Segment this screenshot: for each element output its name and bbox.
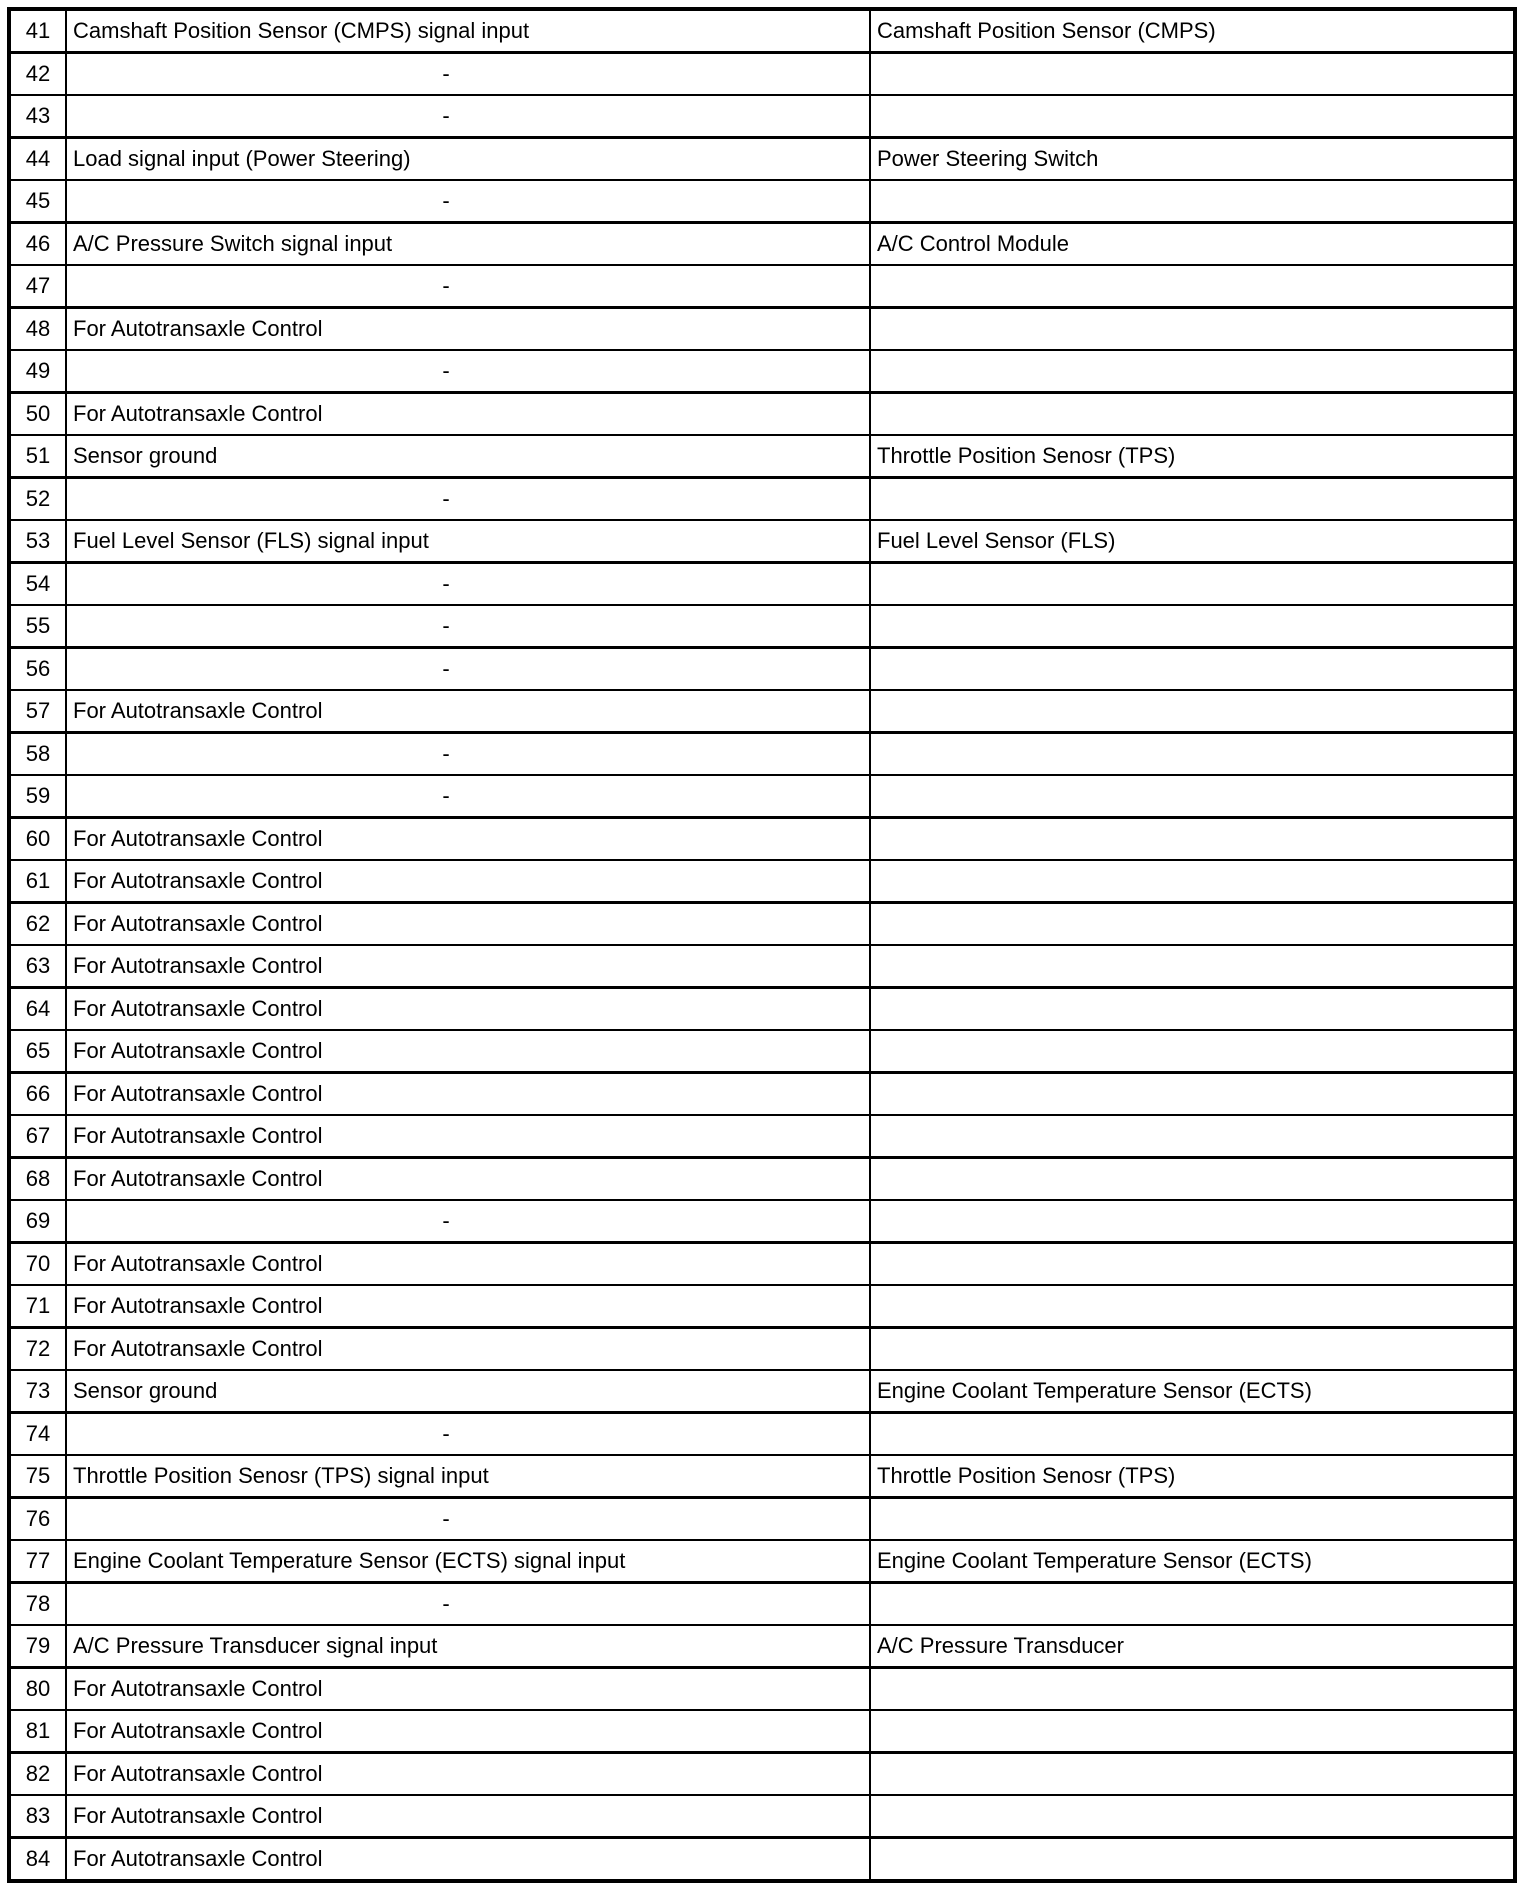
pin-description-cell: - — [66, 775, 870, 818]
pin-description-cell: For Autotransaxle Control — [66, 1030, 870, 1073]
table-row — [9, 818, 1515, 861]
connected-to-cell — [870, 393, 1515, 436]
pin-number-cell: 62 — [9, 903, 66, 946]
connected-to-cell: Engine Coolant Temperature Sensor (ECTS) — [870, 1540, 1515, 1583]
pin-number-cell: 83 — [9, 1795, 66, 1838]
pin-description-cell: Engine Coolant Temperature Sensor (ECTS) signal input — [66, 1540, 870, 1583]
pin-description-cell: For Autotransaxle Control — [66, 1753, 870, 1796]
table-row — [9, 1370, 1515, 1413]
table-row — [9, 1583, 1515, 1626]
connected-to-cell — [870, 648, 1515, 691]
connected-to-cell — [870, 265, 1515, 308]
pin-number-cell: 58 — [9, 733, 66, 776]
pin-number-cell: 64 — [9, 988, 66, 1031]
pin-description-cell: Fuel Level Sensor (FLS) signal input — [66, 520, 870, 563]
pin-number-cell: 45 — [9, 180, 66, 223]
table-row — [9, 1243, 1515, 1286]
connected-to-cell — [870, 1243, 1515, 1286]
table-row — [9, 1710, 1515, 1753]
pin-number-cell: 48 — [9, 308, 66, 351]
pin-description-cell: Load signal input (Power Steering) — [66, 138, 870, 181]
pin-description-cell: Throttle Position Senosr (TPS) signal input — [66, 1455, 870, 1498]
pin-description-cell: For Autotransaxle Control — [66, 1115, 870, 1158]
table-row — [9, 9, 1515, 53]
connected-to-cell — [870, 53, 1515, 96]
pin-number-cell: 53 — [9, 520, 66, 563]
pin-description-cell: - — [66, 563, 870, 606]
pin-number-cell: 76 — [9, 1498, 66, 1541]
table-row — [9, 1668, 1515, 1711]
pin-number-cell: 52 — [9, 478, 66, 521]
pin-description-cell: - — [66, 478, 870, 521]
pin-number-cell: 41 — [9, 9, 66, 53]
pin-number-cell: 57 — [9, 690, 66, 733]
table-row — [9, 435, 1515, 478]
table-row — [9, 1328, 1515, 1371]
table-row — [9, 1115, 1515, 1158]
connected-to-cell — [870, 1200, 1515, 1243]
pin-description-cell: - — [66, 180, 870, 223]
pin-description-cell: For Autotransaxle Control — [66, 988, 870, 1031]
connected-to-cell — [870, 1710, 1515, 1753]
pin-description-cell: For Autotransaxle Control — [66, 818, 870, 861]
pin-number-cell: 60 — [9, 818, 66, 861]
pin-number-cell: 54 — [9, 563, 66, 606]
pin-number-cell: 73 — [9, 1370, 66, 1413]
table-row — [9, 775, 1515, 818]
pin-number-cell: 79 — [9, 1625, 66, 1668]
connected-to-cell — [870, 1158, 1515, 1201]
pin-number-cell: 68 — [9, 1158, 66, 1201]
table-row — [9, 265, 1515, 308]
connected-to-cell — [870, 1668, 1515, 1711]
table-row — [9, 945, 1515, 988]
table-row — [9, 180, 1515, 223]
pin-description-cell: For Autotransaxle Control — [66, 1795, 870, 1838]
pin-number-cell: 84 — [9, 1838, 66, 1882]
connected-to-cell — [870, 818, 1515, 861]
pin-description-cell: Sensor ground — [66, 435, 870, 478]
connected-to-cell: A/C Pressure Transducer — [870, 1625, 1515, 1668]
pin-description-cell: For Autotransaxle Control — [66, 1838, 870, 1882]
pin-number-cell: 59 — [9, 775, 66, 818]
pin-number-cell: 78 — [9, 1583, 66, 1626]
connected-to-cell — [870, 350, 1515, 393]
connected-to-cell — [870, 308, 1515, 351]
table-row — [9, 988, 1515, 1031]
pin-number-cell: 61 — [9, 860, 66, 903]
pin-description-cell: A/C Pressure Transducer signal input — [66, 1625, 870, 1668]
pin-description-cell: For Autotransaxle Control — [66, 308, 870, 351]
table-row — [9, 860, 1515, 903]
pin-description-cell: - — [66, 265, 870, 308]
pin-number-cell: 56 — [9, 648, 66, 691]
table-row — [9, 1498, 1515, 1541]
connected-to-cell: Throttle Position Senosr (TPS) — [870, 1455, 1515, 1498]
pin-description-cell: - — [66, 605, 870, 648]
pin-number-cell: 72 — [9, 1328, 66, 1371]
connected-to-cell — [870, 1795, 1515, 1838]
table-row — [9, 1285, 1515, 1328]
pin-description-cell: - — [66, 1200, 870, 1243]
table-row — [9, 648, 1515, 691]
connected-to-cell — [870, 1753, 1515, 1796]
pin-number-cell: 55 — [9, 605, 66, 648]
table-row — [9, 1030, 1515, 1073]
pin-number-cell: 42 — [9, 53, 66, 96]
table-row — [9, 733, 1515, 776]
pin-number-cell: 80 — [9, 1668, 66, 1711]
connected-to-cell — [870, 1073, 1515, 1116]
table-row — [9, 478, 1515, 521]
pin-description-cell: - — [66, 648, 870, 691]
pin-number-cell: 71 — [9, 1285, 66, 1328]
pin-description-cell: For Autotransaxle Control — [66, 1710, 870, 1753]
table-row — [9, 223, 1515, 266]
connected-to-cell — [870, 945, 1515, 988]
table-row — [9, 1455, 1515, 1498]
connected-to-cell — [870, 1285, 1515, 1328]
pin-number-cell: 81 — [9, 1710, 66, 1753]
pin-number-cell: 50 — [9, 393, 66, 436]
pin-description-cell: - — [66, 733, 870, 776]
table-row — [9, 605, 1515, 648]
table-row — [9, 1795, 1515, 1838]
connected-to-cell — [870, 1413, 1515, 1456]
table-row — [9, 520, 1515, 563]
connected-to-cell — [870, 775, 1515, 818]
pin-number-cell: 43 — [9, 95, 66, 138]
connected-to-cell — [870, 605, 1515, 648]
connected-to-cell: Camshaft Position Sensor (CMPS) — [870, 9, 1515, 53]
table-row — [9, 138, 1515, 181]
pin-description-cell: - — [66, 95, 870, 138]
pin-description-cell: A/C Pressure Switch signal input — [66, 223, 870, 266]
pin-description-cell: - — [66, 1583, 870, 1626]
connected-to-cell — [870, 860, 1515, 903]
table-row — [9, 903, 1515, 946]
connected-to-cell — [870, 733, 1515, 776]
table-row — [9, 350, 1515, 393]
connected-to-cell — [870, 1030, 1515, 1073]
table-row — [9, 53, 1515, 96]
table-row — [9, 393, 1515, 436]
connected-to-cell — [870, 1328, 1515, 1371]
pin-table-body — [9, 9, 1515, 1881]
connected-to-cell: Engine Coolant Temperature Sensor (ECTS) — [870, 1370, 1515, 1413]
pin-description-cell: For Autotransaxle Control — [66, 860, 870, 903]
connected-to-cell: Fuel Level Sensor (FLS) — [870, 520, 1515, 563]
connected-to-cell — [870, 1583, 1515, 1626]
table-row — [9, 1073, 1515, 1116]
pin-description-cell: For Autotransaxle Control — [66, 690, 870, 733]
pin-number-cell: 67 — [9, 1115, 66, 1158]
pin-number-cell: 74 — [9, 1413, 66, 1456]
pin-description-cell: - — [66, 350, 870, 393]
pin-number-cell: 66 — [9, 1073, 66, 1116]
connected-to-cell — [870, 563, 1515, 606]
pin-description-table — [7, 7, 1517, 1883]
pin-number-cell: 49 — [9, 350, 66, 393]
connected-to-cell — [870, 95, 1515, 138]
pin-description-cell: For Autotransaxle Control — [66, 945, 870, 988]
pin-number-cell: 75 — [9, 1455, 66, 1498]
pin-description-cell: Camshaft Position Sensor (CMPS) signal input — [66, 9, 870, 53]
pin-number-cell: 65 — [9, 1030, 66, 1073]
connected-to-cell — [870, 1115, 1515, 1158]
table-row — [9, 308, 1515, 351]
pin-description-cell: For Autotransaxle Control — [66, 1328, 870, 1371]
table-row — [9, 1540, 1515, 1583]
table-row — [9, 1838, 1515, 1882]
connected-to-cell — [870, 903, 1515, 946]
pin-description-cell: For Autotransaxle Control — [66, 903, 870, 946]
pin-number-cell: 63 — [9, 945, 66, 988]
table-row — [9, 1200, 1515, 1243]
pin-description-cell: - — [66, 53, 870, 96]
pin-number-cell: 44 — [9, 138, 66, 181]
pin-description-cell: For Autotransaxle Control — [66, 1243, 870, 1286]
table-row — [9, 1158, 1515, 1201]
pin-number-cell: 47 — [9, 265, 66, 308]
connected-to-cell — [870, 1838, 1515, 1882]
table-row — [9, 1625, 1515, 1668]
pin-number-cell: 46 — [9, 223, 66, 266]
connected-to-cell — [870, 180, 1515, 223]
pin-description-cell: - — [66, 1498, 870, 1541]
pin-description-cell: Sensor ground — [66, 1370, 870, 1413]
pin-number-cell: 51 — [9, 435, 66, 478]
connected-to-cell — [870, 1498, 1515, 1541]
pin-number-cell: 77 — [9, 1540, 66, 1583]
table-row — [9, 1753, 1515, 1796]
connected-to-cell: Throttle Position Senosr (TPS) — [870, 435, 1515, 478]
pin-description-cell: For Autotransaxle Control — [66, 1158, 870, 1201]
connected-to-cell: A/C Control Module — [870, 223, 1515, 266]
connected-to-cell: Power Steering Switch — [870, 138, 1515, 181]
table-row — [9, 95, 1515, 138]
table-row — [9, 563, 1515, 606]
pin-description-cell: For Autotransaxle Control — [66, 393, 870, 436]
pin-description-cell: - — [66, 1413, 870, 1456]
table-row — [9, 690, 1515, 733]
pin-description-cell: For Autotransaxle Control — [66, 1668, 870, 1711]
table-row — [9, 1413, 1515, 1456]
connected-to-cell — [870, 988, 1515, 1031]
pin-number-cell: 82 — [9, 1753, 66, 1796]
pin-description-cell: For Autotransaxle Control — [66, 1285, 870, 1328]
pin-number-cell: 69 — [9, 1200, 66, 1243]
connected-to-cell — [870, 690, 1515, 733]
pin-number-cell: 70 — [9, 1243, 66, 1286]
pin-description-cell: For Autotransaxle Control — [66, 1073, 870, 1116]
connected-to-cell — [870, 478, 1515, 521]
